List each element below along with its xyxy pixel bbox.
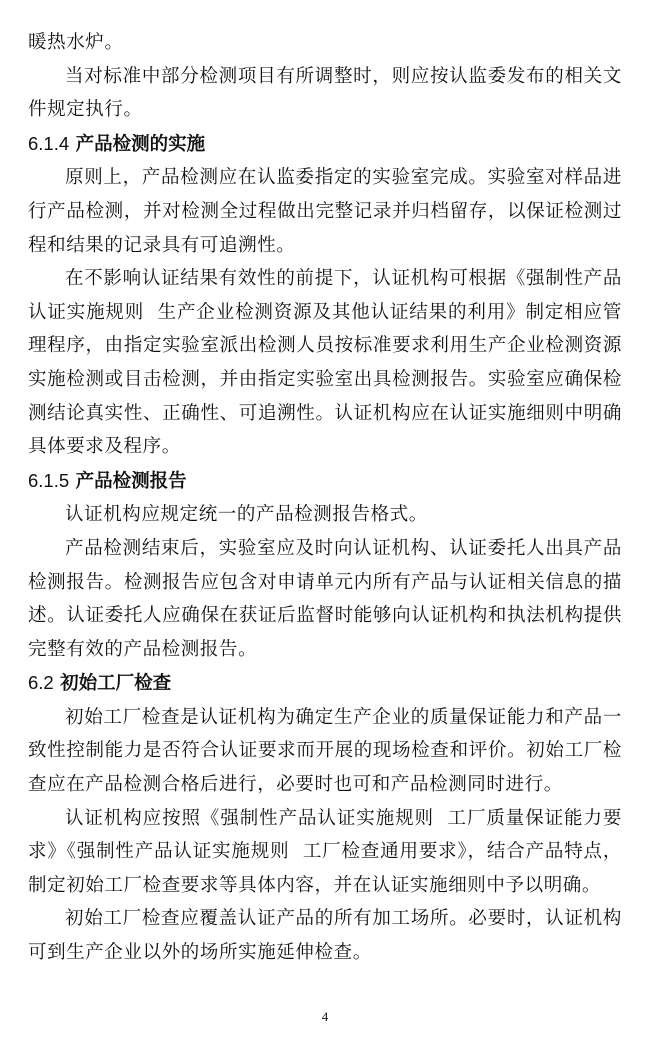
paragraph-initial-inspection-requirements: 认证机构应按照《强制性产品认证实施规则 工厂质量保证能力要求》《强制性产品认证实施规则 工厂检查通用要求》，结合产品特点，制定初始工厂检查要求等具体内容，并在认证实施细则中予以明确。 [28, 807, 622, 896]
section-number: 6.2 [28, 672, 54, 694]
page-body [28, 26, 622, 970]
paragraph-initial-inspection-definition: 初始工厂检查是认证机构为确定生产企业的质量保证能力和产品一致性控制能力是否符合认证要求而开展的现场检查和评价。初始工厂检查应在产品检测合格后进行，必要时也可和产品检测同时进行。 [28, 706, 622, 796]
paragraph-report-format: 认证机构应规定统一的产品检测报告格式。 [65, 504, 428, 526]
section-title: 产品检测报告 [75, 470, 187, 492]
section-heading-6-2 [28, 666, 622, 701]
section-heading-6-1-5 [28, 464, 622, 499]
paragraph-continuation: 暖热水炉。 [28, 32, 124, 53]
paragraph-report-issuance: 产品检测结束后，实验室应及时向认证机构、认证委托人出具产品检测报告。检测报告应包含对申请单元内所有产品与认证相关信息的描述。认证委托人应确保在获证后监督时能够向认证机构和执法机构提供完整有效的产品检测报告。 [28, 537, 622, 660]
section-title: 初始工厂检查 [60, 673, 172, 695]
section-number: 6.1.4 [28, 132, 70, 154]
paragraph-testing-resources: 在不影响认证结果有效性的前提下，认证机构可根据《强制性产品认证实施规则 生产企业检测资源及其他认证结果的利用》制定相应管理程序，由指定实验室派出检测人员按标准要求利用生产企业检测资源实施检测或目击检测，并由指定实验室出具检测报告。实验室应确保检测结论真实性、正确性、可追溯性。认证机构应在认证实施细则中明确具体要求及程序。 [28, 268, 622, 458]
section-number: 6.1.5 [28, 469, 70, 491]
section-title: 产品检测的实施 [75, 133, 206, 155]
paragraph-initial-inspection-scope: 初始工厂检查应覆盖认证产品的所有加工场所。必要时，认证机构可到生产企业以外的场所实施延伸检查。 [28, 908, 622, 964]
paragraph-adjustment-rule: 当对标准中部分检测项目有所调整时，则应按认监委发布的相关文件规定执行。 [28, 65, 622, 121]
paragraph-testing-principle: 原则上，产品检测应在认监委指定的实验室完成。实验室对样品进行产品检测，并对检测全过程做出完整记录并归档留存，以保证检测过程和结果的记录具有可追溯性。 [28, 167, 622, 256]
section-heading-6-1-4 [28, 127, 622, 162]
page-number: 4 [321, 1009, 329, 1024]
